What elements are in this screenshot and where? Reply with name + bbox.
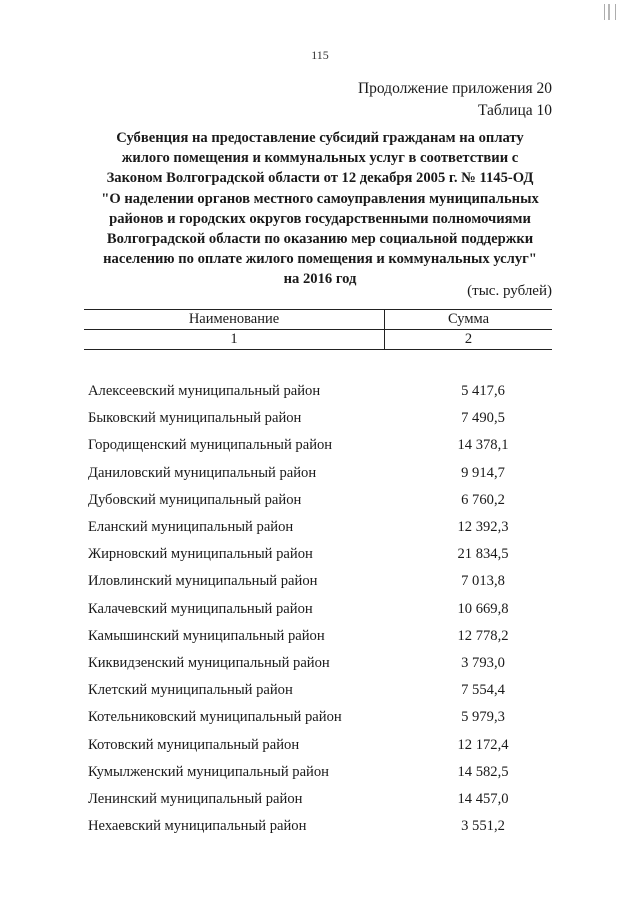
district-name: Даниловский муниципальный район	[88, 464, 317, 481]
units-label: (тыс. рублей)	[467, 283, 552, 299]
table-row	[88, 677, 552, 704]
district-name: Алексеевский муниципальный район	[88, 383, 321, 400]
district-sum: 5 417,6	[461, 383, 505, 400]
column-number-1: 1	[84, 330, 385, 349]
table-row	[88, 541, 552, 568]
district-sum: 12 392,3	[457, 519, 509, 536]
district-name: Киквидзенский муниципальный район	[88, 654, 330, 671]
district-sum: 5 979,3	[461, 709, 505, 726]
title-line: Законом Волгоградской области от 12 декабря 2005 г. № 1145-ОД	[106, 170, 534, 187]
district-name: Быковский муниципальный район	[88, 410, 302, 427]
page-number: 115	[311, 48, 329, 62]
table-row	[88, 514, 552, 541]
title-line: Субвенция на предоставление субсидий гражданам на оплату	[116, 130, 524, 146]
district-name: Жирновский муниципальный район	[88, 546, 313, 563]
district-sum: 9 914,7	[461, 464, 505, 481]
table-row	[88, 786, 552, 813]
table-row	[88, 460, 552, 487]
column-headers	[84, 310, 552, 329]
district-name: Котельниковский муниципальный район	[88, 709, 342, 726]
district-sum: 14 378,1	[457, 437, 509, 454]
table-row	[88, 704, 552, 731]
district-sum: 14 457,0	[457, 790, 509, 807]
table-row	[88, 487, 552, 514]
table-row	[88, 623, 552, 650]
district-sum: 7 554,4	[461, 682, 505, 699]
title-line: на 2016 год	[283, 271, 357, 288]
district-sum: 6 760,2	[461, 491, 505, 508]
title-line: "О наделении органов местного самоуправления муниципальных	[101, 190, 539, 207]
title-line: жилого помещения и коммунальных услуг в соответствии с	[121, 150, 519, 167]
table-row	[88, 596, 552, 623]
district-sum: 14 582,5	[457, 763, 509, 780]
district-sum: 3 793,0	[461, 654, 505, 671]
column-header-name: Наименование	[84, 310, 385, 329]
district-name: Городищенский муниципальный район	[88, 437, 333, 454]
district-sum: 7 490,5	[461, 410, 505, 427]
column-header-sum: Сумма	[447, 311, 490, 327]
table-row	[88, 731, 552, 758]
column-number-2: 2	[464, 331, 473, 347]
table-header	[84, 309, 552, 350]
district-sum: 12 172,4	[457, 736, 509, 753]
district-name: Клетский муниципальный район	[88, 682, 293, 699]
district-name: Калачевский муниципальный район	[88, 600, 313, 617]
table-label: Таблица 10	[477, 102, 552, 119]
district-name: Дубовский муниципальный район	[88, 491, 302, 508]
document-title	[70, 128, 570, 290]
title-line: Волгоградской области по оказанию мер социальной поддержки	[106, 231, 534, 248]
district-name: Котовский муниципальный район	[88, 736, 300, 753]
district-name: Ленинский муниципальный район	[88, 790, 303, 807]
district-sum: 7 013,8	[461, 573, 505, 590]
appendix-header	[358, 78, 552, 122]
title-line: районов и городских округов государственными полномочиями	[109, 210, 531, 227]
appendix-label: Продолжение приложения 20	[357, 80, 552, 97]
column-numbers	[84, 329, 552, 349]
table-row	[88, 378, 552, 405]
table-row	[88, 405, 552, 432]
district-sum: 3 551,2	[461, 818, 505, 835]
district-name: Кумылженский муниципальный район	[88, 763, 329, 780]
title-line: населению по оплате жилого помещения и коммунальных услуг"	[103, 251, 537, 268]
table-row	[88, 432, 552, 459]
district-sum: 21 834,5	[457, 546, 509, 563]
table-row	[88, 813, 552, 840]
district-sum: 10 669,8	[457, 600, 509, 617]
table-body	[88, 378, 552, 840]
table-row	[88, 650, 552, 677]
district-name: Нехаевский муниципальный район	[88, 818, 307, 835]
district-name: Камышинский муниципальный район	[88, 627, 325, 644]
scan-edge-mark	[604, 4, 616, 20]
table-row	[88, 759, 552, 786]
table-row	[88, 568, 552, 595]
district-name: Еланский муниципальный район	[88, 519, 294, 536]
district-sum: 12 778,2	[457, 627, 509, 644]
district-name: Иловлинский муниципальный район	[88, 573, 318, 590]
